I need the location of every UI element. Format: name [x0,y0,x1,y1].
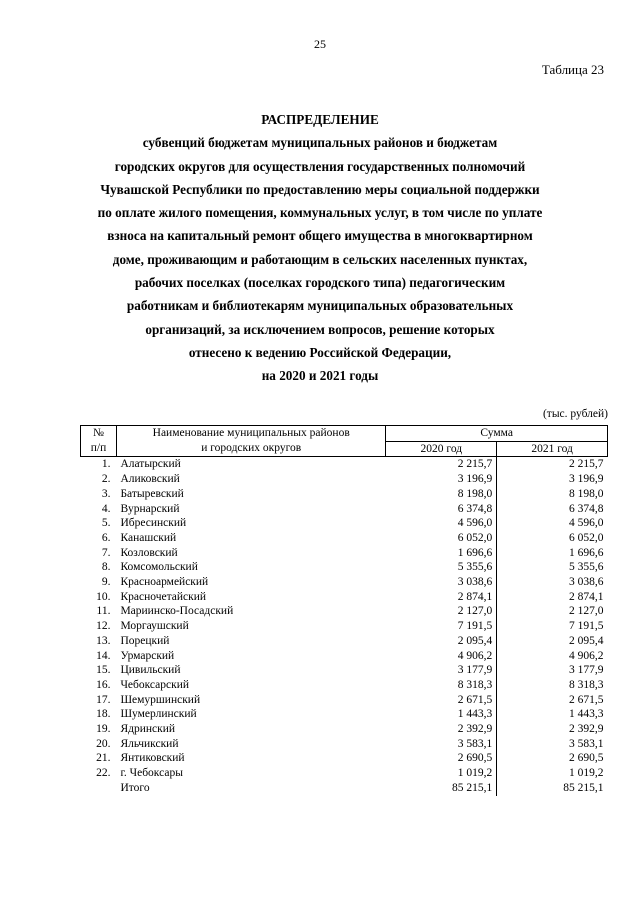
total-num [81,781,117,796]
row-value-2021: 6 052,0 [569,531,604,544]
row-num: 17. [96,693,111,706]
row-value-2021: 2 127,0 [569,605,604,618]
row-value-2020: 2 671,5 [386,693,497,708]
row-value-2020: 1 696,6 [386,546,497,561]
distribution-table [80,425,608,796]
title-line: отнесено к ведению Российской Федерации, [188,344,452,360]
row-value-2021: 2 690,5 [569,752,604,765]
row-num: 19. [96,723,111,736]
row-name: Красночетайский [120,590,207,603]
row-num: 10. [96,590,111,603]
row-num: 14. [96,649,111,662]
row-value-2020: 8 318,3 [386,678,497,693]
row-value-2020: 5 355,6 [386,560,497,575]
col-num-label-2: п/п [90,442,107,455]
row-name: Янтиковский [120,752,185,765]
table-row [81,634,608,649]
table-row [81,575,608,590]
title-line: на 2020 и 2021 годы [261,368,379,384]
row-value-2020: 6 052,0 [386,531,497,546]
row-name: Комсомольский [120,561,198,574]
row-value-2020: 2 127,0 [386,604,497,619]
row-num: 13. [96,634,111,647]
row-value-2021: 2 671,5 [569,693,604,706]
row-value-2020: 2 690,5 [386,751,497,766]
col-name-header-2 [116,441,385,457]
row-value-2020: 7 191,5 [386,619,497,634]
row-num: 16. [96,678,111,691]
col-name-label-2: и городских округов [201,442,302,455]
table-row [81,766,608,781]
table-row [81,707,608,722]
row-value-2020: 1 019,2 [386,766,497,781]
row-value-2020: 1 443,3 [386,707,497,722]
row-name: Чебоксарский [120,678,190,691]
table-row [81,751,608,766]
row-name: Цивильский [120,664,181,677]
row-name: Мариинско-Посадский [120,605,234,618]
title-line: субвенций бюджетам муниципальных районов и бюджетам [142,135,498,151]
row-name: Батыревский [120,487,184,500]
row-value-2020: 3 038,6 [386,575,497,590]
row-value-2021: 5 355,6 [569,561,604,574]
table-row [81,649,608,664]
row-value-2021: 8 318,3 [569,678,604,691]
row-value-2021: 4 596,0 [569,517,604,530]
row-value-2020: 4 596,0 [386,516,497,531]
row-num: 7. [101,546,111,559]
table-row [81,516,608,531]
title-line: доме, проживающим и работающим в сельских населенных пунктах, [112,251,528,267]
title-line: рабочих поселках (поселках городского типа) педагогическим [134,275,506,291]
table-row [81,457,608,472]
title-line: городских округов для осуществления государственных полномочий [114,158,526,174]
row-value-2021: 2 874,1 [569,590,604,603]
row-name: Вурнарский [120,502,180,515]
row-num: 4. [101,502,111,515]
row-value-2020: 6 374,8 [386,502,497,517]
col-name-header [116,426,385,442]
col-sum-label: Сумма [480,427,513,439]
table-body [81,457,608,781]
row-name: Ядринский [120,723,176,736]
row-name: Урмарский [120,649,175,662]
row-value-2020: 2 392,9 [386,722,497,737]
row-num: 20. [96,737,111,750]
row-value-2021: 8 198,0 [569,487,604,500]
row-num: 1. [101,458,111,471]
row-value-2020: 4 906,2 [386,649,497,664]
units-note: (тыс. рублей) [542,408,608,420]
table-row [81,737,608,752]
table-label: Таблица 23 [541,62,604,77]
row-num: 21. [96,752,111,765]
title-line: Чувашской Республики по предоставлению меры социальной поддержки [100,181,540,197]
row-num: 9. [101,576,111,589]
row-name: Красноармейский [120,576,209,589]
row-value-2021: 2 392,9 [569,723,604,736]
col-num-header-2 [81,441,117,457]
row-value-2021: 3 583,1 [569,737,604,750]
row-value-2021: 4 906,2 [569,649,604,662]
row-value-2021: 1 443,3 [569,708,604,721]
row-name: Шемуршинский [120,693,201,706]
row-value-2021: 6 374,8 [569,502,604,515]
row-name: Ибресинский [120,517,187,530]
row-name: Яльчикский [120,737,179,750]
row-num: 18. [96,708,111,721]
row-value-2021: 2 215,7 [569,458,604,471]
col-2020-header: 2020 год [386,441,497,457]
page-number: 25 [314,37,326,51]
col-num-label: № [92,427,104,440]
row-name: Аликовский [120,473,180,486]
row-value-2020: 3 177,9 [386,663,497,678]
row-num: 8. [101,561,111,574]
row-num: 5. [101,517,111,530]
total-label: Итого [120,781,150,794]
table-row [81,590,608,605]
table-row [81,531,608,546]
total-2020: 85 215,1 [386,781,497,796]
row-num: 12. [96,620,111,633]
row-value-2020: 3 196,9 [386,472,497,487]
row-value-2021: 7 191,5 [569,620,604,633]
table-row [81,502,608,517]
row-value-2020: 2 215,7 [386,457,497,472]
row-value-2020: 2 095,4 [386,634,497,649]
col-name-label: Наименование муниципальных районов [152,427,350,440]
row-value-2020: 3 583,1 [386,737,497,752]
table-row [81,604,608,619]
row-value-2021: 3 196,9 [569,473,604,486]
table-row [81,619,608,634]
document-title [60,108,580,388]
table-row [81,722,608,737]
col-2021-header: 2021 год [497,441,608,457]
row-name: Козловский [120,546,178,559]
row-value-2020: 2 874,1 [386,590,497,605]
col-sum-header [386,426,608,442]
row-name: Канашский [120,531,177,544]
title-line: работникам и библиотекарям муниципальных образовательных [126,298,514,314]
row-name: г. Чебоксары [120,767,183,780]
table-row [81,472,608,487]
table-row [81,678,608,693]
row-name: Алатырский [120,458,181,471]
row-value-2021: 1 696,6 [569,546,604,559]
row-name: Порецкий [120,634,170,647]
row-value-2021: 1 019,2 [569,767,604,780]
table-row [81,546,608,561]
row-num: 22. [96,767,111,780]
table-row [81,693,608,708]
title-line: по оплате жилого помещения, коммунальных услуг, в том числе по уплате [97,205,543,221]
row-num: 2. [101,473,111,486]
row-num: 6. [101,531,111,544]
row-value-2021: 3 038,6 [569,576,604,589]
title-line: взноса на капитальный ремонт общего имущества в многоквартирном [107,228,533,244]
table-row [81,663,608,678]
title-heading: РАСПРЕДЕЛЕНИЕ [261,112,379,127]
row-name: Шумерлинский [120,708,197,721]
col-num-header [81,426,117,442]
row-num: 15. [96,664,111,677]
row-num: 11. [96,605,111,618]
row-name: Моргаушский [120,620,189,633]
table-row [81,487,608,502]
title-line: организаций, за исключением вопросов, решение которых [145,321,495,337]
row-value-2021: 3 177,9 [569,664,604,677]
total-row [81,781,608,796]
row-value-2020: 8 198,0 [386,487,497,502]
row-value-2021: 2 095,4 [569,634,604,647]
total-2021: 85 215,1 [563,781,604,794]
table-row [81,560,608,575]
row-num: 3. [101,487,111,500]
